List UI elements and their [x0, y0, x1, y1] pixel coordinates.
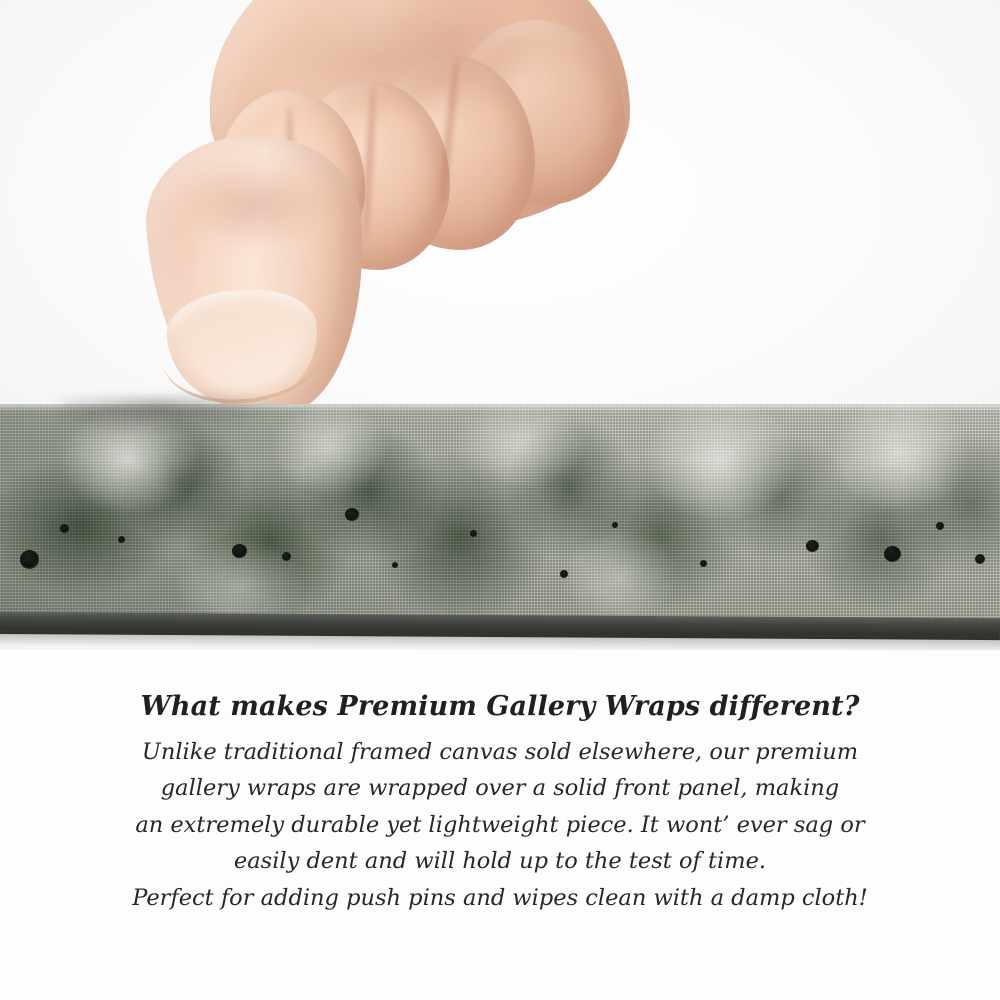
- caption-line: Perfect for adding push pins and wipes clean with a damp cloth!: [132, 884, 868, 911]
- canvas-speck: [232, 544, 247, 558]
- canvas-speck: [700, 560, 707, 567]
- canvas-speck: [118, 536, 125, 543]
- canvas-speck: [345, 508, 359, 521]
- hand-graphic: [120, 0, 560, 430]
- thumb-contact-shadow: [60, 398, 280, 438]
- canvas-speck: [560, 570, 568, 578]
- canvas-speck: [612, 522, 618, 528]
- caption-line: an extremely durable yet lightweight piece. It wont’ ever sag or: [135, 811, 865, 838]
- thumb-shading: [180, 160, 330, 250]
- canvas-speck: [392, 562, 398, 568]
- caption-heading: What makes Premium Gallery Wraps different?: [140, 691, 860, 722]
- canvas-speck: [60, 524, 69, 533]
- canvas-speck: [884, 546, 901, 562]
- caption-body: [0, 734, 1000, 916]
- canvas-speck: [975, 554, 985, 564]
- canvas-speck: [470, 530, 477, 537]
- canvas-speck: [936, 522, 944, 530]
- canvas-speck: [20, 550, 39, 569]
- canvas-speck: [806, 540, 819, 552]
- caption-line: gallery wraps are wrapped over a solid front panel, making: [160, 775, 840, 802]
- caption-block: [0, 690, 1000, 916]
- caption-line: easily dent and will hold up to the test of time.: [233, 848, 767, 875]
- canvas-speck: [282, 552, 291, 561]
- caption-line: Unlike traditional framed canvas sold elsewhere, our premium: [141, 738, 859, 765]
